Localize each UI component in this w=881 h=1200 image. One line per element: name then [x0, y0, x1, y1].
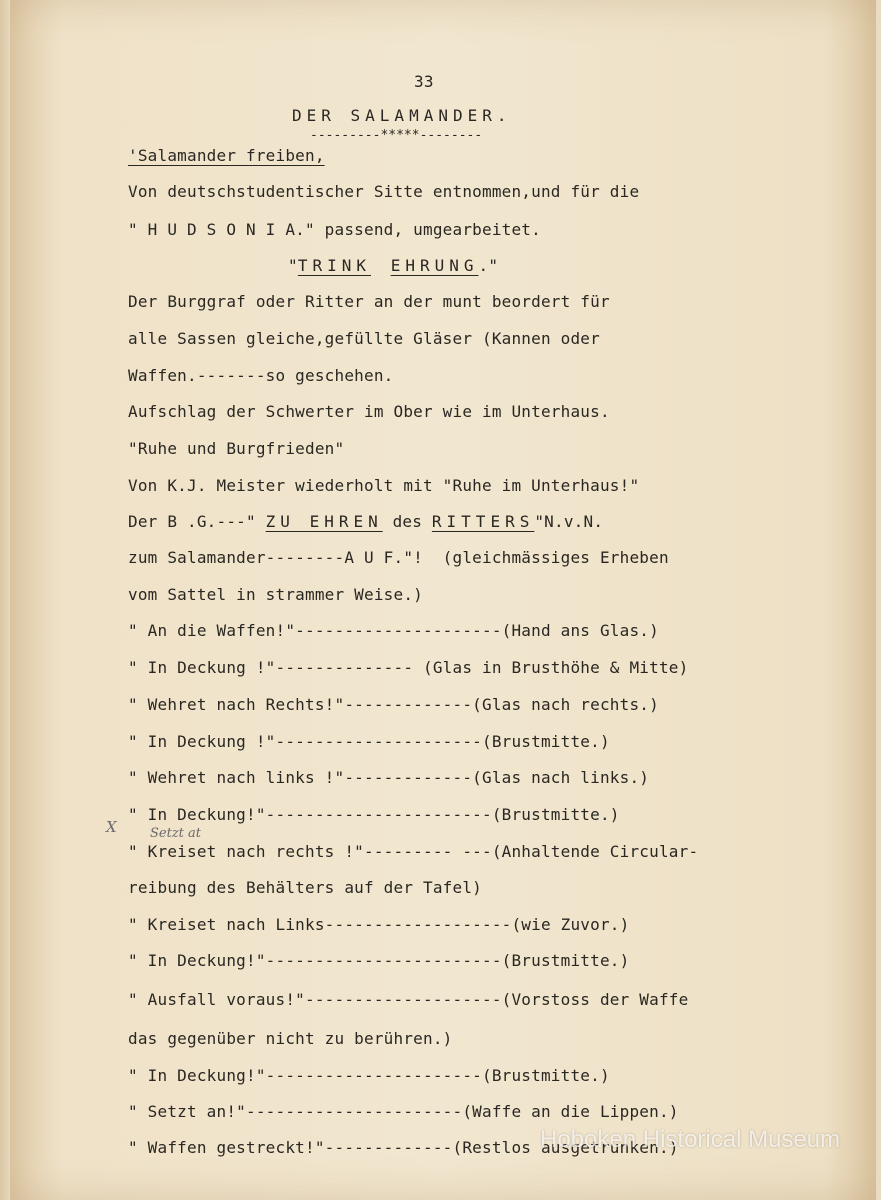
command-line: " Kreiset nach Links-------------------(wie Zuvor.)	[128, 915, 630, 934]
command-line: das gegenüber nicht zu berühren.)	[128, 1029, 453, 1048]
command-line: " In Deckung!"-----------------------(Brustmitte.)	[128, 805, 620, 824]
title-ornament: ---------*****--------	[310, 128, 483, 143]
command-line: " Waffen gestreckt!"-------------(Restlos ausgetrunken.)	[128, 1138, 679, 1157]
section-title-open: "	[288, 256, 298, 275]
text-line: "Ruhe und Burgfrieden"	[128, 439, 345, 458]
command-line: " In Deckung!"----------------------(Brustmitte.)	[128, 1066, 610, 1085]
bg-underlined: RITTERS	[431, 512, 535, 531]
bg-prefix: Der B .G.---"	[128, 512, 266, 531]
command-line: " Kreiset nach rechts !"--------- ---(Anhaltende Circular-	[128, 842, 699, 861]
page-number: 33	[414, 72, 434, 91]
text-line: Der Burggraf oder Ritter an der munt beordert für	[128, 292, 610, 311]
command-line: " Ausfall voraus!"--------------------(Vorstoss der Waffe	[128, 990, 689, 1009]
watermark: Hoboken Historical Museum	[540, 1126, 841, 1153]
command-line: " Wehret nach links !"-------------(Glas nach links.)	[128, 768, 650, 787]
command-line: " Setzt an!"----------------------(Waffe an die Lippen.)	[128, 1102, 679, 1121]
margin-note: Setzt at	[150, 826, 202, 841]
command-line: reibung des Behälters auf der Tafel)	[128, 878, 482, 897]
command-line: vom Sattel in strammer Weise.)	[128, 585, 423, 604]
page-edge	[0, 0, 10, 1200]
command-line: " In Deckung !"-------------- (Glas in Brusthöhe & Mitte)	[128, 658, 689, 677]
text-line: alle Sassen gleiche,gefüllte Gläser (Kannen oder	[128, 329, 600, 348]
bg-mid: des	[382, 512, 432, 531]
text-line: Waffen.-------so geschehen.	[128, 366, 394, 385]
command-line: " In Deckung!"------------------------(Brustmitte.)	[128, 951, 630, 970]
section-title-word: TRINK	[297, 256, 372, 275]
section-title-close: ."	[478, 256, 499, 275]
intro-line: " H U D S O N I A." passend, umgearbeitet.	[128, 220, 541, 239]
section-title	[288, 256, 498, 275]
text-line: Von K.J. Meister wiederholt mit "Ruhe im Unterhaus!"	[128, 476, 640, 495]
margin-mark: X	[106, 818, 117, 836]
section-title-word: EHRUNG	[390, 256, 479, 275]
command-line: zum Salamander--------A U F."! (gleichmässiges Erheben	[128, 548, 669, 567]
command-line: " In Deckung !"---------------------(Brustmitte.)	[128, 732, 610, 751]
document-page	[10, 0, 876, 1200]
text-line: Aufschlag der Schwerter im Ober wie im Unterhaus.	[128, 402, 610, 421]
heading-line: 'Salamander freiben,	[128, 146, 325, 165]
command-line: " Wehret nach Rechts!"-------------(Glas nach rechts.)	[128, 695, 659, 714]
document-title: DER SALAMANDER.	[292, 106, 512, 125]
command-line: " An die Waffen!"---------------------(Hand ans Glas.)	[128, 621, 659, 640]
section-title-space	[371, 256, 391, 275]
bg-underlined: ZU EHREN	[265, 512, 383, 531]
intro-line: Von deutschstudentischer Sitte entnommen,und für die	[128, 182, 640, 201]
bg-suffix: "N.v.N.	[534, 512, 604, 531]
bg-command-line	[128, 512, 603, 531]
